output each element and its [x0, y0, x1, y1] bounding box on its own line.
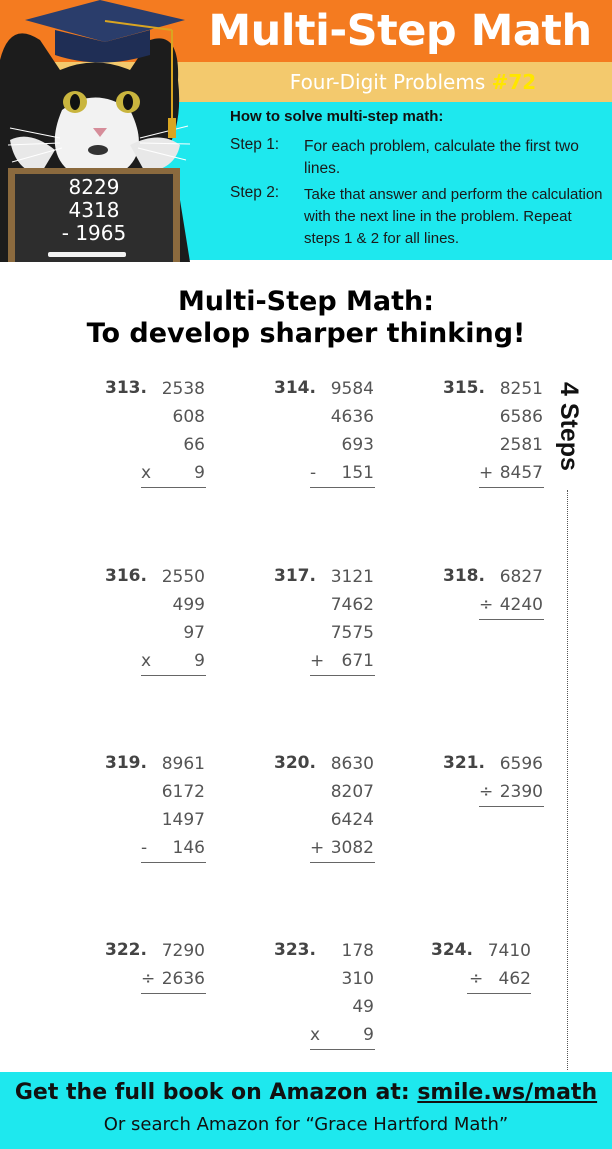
operator-sign: x — [141, 463, 152, 483]
subtitle-number: #72 — [491, 70, 537, 94]
problem-number: 321. — [443, 753, 485, 773]
footer-sub-text: Or search Amazon for “Grace Hartford Math” — [103, 1114, 509, 1135]
operand-last: 9 — [363, 1025, 374, 1045]
operand: 7575 — [330, 623, 374, 643]
operand: 178 — [341, 941, 374, 961]
subtitle-text: Four-Digit Problems — [289, 70, 492, 94]
footer-main-text — [0, 1080, 612, 1105]
operand: 97 — [183, 623, 205, 643]
operand: 7410 — [487, 941, 531, 961]
operand: 8630 — [330, 754, 374, 774]
answer-underline — [310, 675, 375, 676]
operand-last: 8457 — [499, 463, 543, 483]
operator-sign: - — [141, 838, 148, 858]
operand: 2581 — [499, 435, 543, 455]
answer-underline — [141, 993, 206, 994]
operator-sign: ÷ — [141, 969, 156, 989]
footer-link[interactable]: smile.ws/math — [417, 1080, 598, 1105]
operand: 499 — [172, 595, 205, 615]
operand-last: 9 — [194, 463, 205, 483]
operator-sign: + — [479, 463, 494, 483]
operand: 6172 — [161, 782, 205, 802]
problem-number: 314. — [274, 378, 316, 398]
operand-last: 9 — [194, 651, 205, 671]
footer-main-label: Get the full book on Amazon at: — [14, 1080, 418, 1105]
step1-text: For each problem, calculate the first two lines. — [304, 138, 579, 177]
answer-underline — [310, 487, 375, 488]
operand: 8207 — [330, 782, 374, 802]
operand: 6827 — [499, 567, 543, 587]
answer-underline — [467, 993, 531, 994]
page-title: Multi-Step Math — [208, 6, 592, 56]
main-heading-line-1: Multi-Step Math: — [177, 286, 435, 317]
operand-last: 462 — [498, 969, 531, 989]
chalkboard-line-3: - 1965 — [61, 221, 127, 245]
operand: 1497 — [161, 810, 205, 830]
operand-last: 151 — [341, 463, 374, 483]
operand: 9584 — [330, 379, 374, 399]
operator-sign: ÷ — [469, 969, 484, 989]
operand: 2550 — [161, 567, 205, 587]
answer-underline — [141, 487, 206, 488]
operand-last: 2390 — [499, 782, 543, 802]
side-label-text: 4 Steps — [554, 382, 583, 471]
problem-number: 318. — [443, 566, 485, 586]
answer-underline — [310, 1049, 375, 1050]
step2-text: Take that answer and perform the calculation with the next line in the problem. Repeat steps 1 & 2 for all lines. — [304, 186, 603, 247]
problem-number: 317. — [274, 566, 316, 586]
operator-sign: + — [310, 838, 325, 858]
operand: 8961 — [161, 754, 205, 774]
problem-number: 320. — [274, 753, 316, 773]
side-label — [550, 372, 610, 492]
operator-sign: - — [310, 463, 317, 483]
operand-last: 146 — [172, 838, 205, 858]
operand: 4636 — [330, 407, 374, 427]
main-heading — [0, 286, 612, 350]
answer-underline — [141, 862, 206, 863]
operand: 7462 — [330, 595, 374, 615]
problem-number: 319. — [105, 753, 147, 773]
operator-sign: + — [310, 651, 325, 671]
problem-number: 313. — [105, 378, 147, 398]
operand-last: 3082 — [330, 838, 374, 858]
answer-underline — [479, 806, 544, 807]
operator-sign: x — [310, 1025, 321, 1045]
operator-sign: x — [141, 651, 152, 671]
operand: 6586 — [499, 407, 543, 427]
problem-number: 316. — [105, 566, 147, 586]
howto-title: How to solve multi-step math: — [230, 108, 444, 125]
operator-sign: ÷ — [479, 782, 494, 802]
operator-sign: ÷ — [479, 595, 494, 615]
operand: 608 — [172, 407, 205, 427]
operand-last: 4240 — [499, 595, 543, 615]
problem-number: 322. — [105, 940, 147, 960]
operand: 6596 — [499, 754, 543, 774]
operand: 310 — [341, 969, 374, 989]
step2-label: Step 2: — [230, 184, 280, 201]
problem-number: 315. — [443, 378, 485, 398]
operand-last: 2636 — [161, 969, 205, 989]
answer-underline — [141, 675, 206, 676]
answer-underline — [479, 487, 544, 488]
step1-label: Step 1: — [230, 136, 280, 153]
operand-last: 671 — [341, 651, 374, 671]
main-heading-line-2: To develop sharper thinking! — [86, 318, 526, 349]
problem-number: 324. — [431, 940, 473, 960]
operand: 2538 — [161, 379, 205, 399]
answer-underline — [479, 619, 544, 620]
chalkboard-text — [15, 176, 173, 245]
answer-underline — [310, 862, 375, 863]
operand: 6424 — [330, 810, 374, 830]
dotted-separator — [567, 490, 568, 1070]
operand: 8251 — [499, 379, 543, 399]
operand: 49 — [352, 997, 374, 1017]
problem-number: 323. — [274, 940, 316, 960]
operand: 66 — [183, 435, 205, 455]
operand: 7290 — [161, 941, 205, 961]
page-subtitle — [240, 66, 586, 98]
chalkboard-line-2: 4318 — [68, 198, 120, 222]
chalkboard-line-1: 8229 — [68, 175, 120, 199]
operand: 693 — [341, 435, 374, 455]
operand: 3121 — [330, 567, 374, 587]
